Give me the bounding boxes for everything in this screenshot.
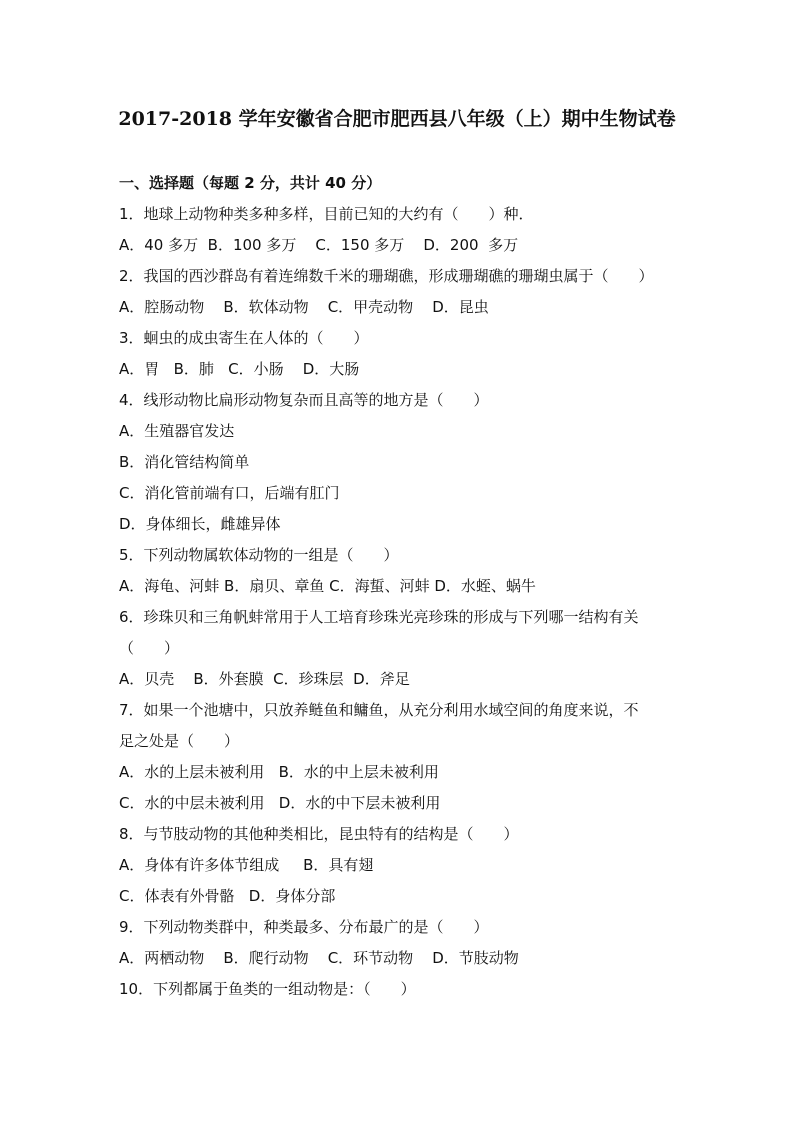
exam-content bbox=[119, 168, 679, 1005]
question-1-options: A．40 多万 B．100 多万 C．150 多万 D．200 多万 bbox=[119, 236, 519, 254]
question-4-option-b: B．消化管结构简单 bbox=[119, 453, 250, 471]
question-2-options: A．腔肠动物 B．软体动物 C．甲壳动物 D．昆虫 bbox=[119, 298, 489, 316]
question-7-continued: 足之处是（ ） bbox=[119, 732, 240, 750]
question-4-option-a: A．生殖器官发达 bbox=[119, 422, 235, 440]
question-1: 1．地球上动物种类多种多样，目前已知的大约有（ ）种． bbox=[119, 205, 534, 223]
question-8-options-cd: C．体表有外骨骼 D．身体分部 bbox=[119, 887, 336, 905]
question-4: 4．线形动物比扁形动物复杂而且高等的地方是（ ） bbox=[119, 391, 489, 409]
question-8: 8．与节肢动物的其他种类相比，昆虫特有的结构是（ ） bbox=[119, 825, 519, 843]
question-7: 7．如果一个池塘中，只放养鲢鱼和鳙鱼，从充分利用水域空间的角度来说，不 bbox=[119, 701, 639, 719]
question-6-continued: （ ） bbox=[119, 639, 180, 657]
question-5: 5．下列动物属软体动物的一组是（ ） bbox=[119, 546, 399, 564]
section-heading: 一、选择题（每题 2 分，共计 40 分） bbox=[119, 174, 382, 192]
page-title: 2017-2018 学年安徽省合肥市肥西县八年级（上）期中生物试卷 bbox=[118, 108, 676, 130]
question-7-options-cd: C．水的中层未被利用 D．水的中下层未被利用 bbox=[119, 794, 441, 812]
question-6-options: A．贝壳 B．外套膜 C．珍珠层 D．斧足 bbox=[119, 670, 410, 688]
question-10: 10．下列都属于鱼类的一组动物是：（ ） bbox=[119, 980, 416, 998]
question-4-option-c: C．消化管前端有口，后端有肛门 bbox=[119, 484, 340, 502]
question-4-option-d: D．身体细长，雌雄异体 bbox=[119, 515, 281, 533]
question-3-options: A．胃 B．肺 C．小肠 D．大肠 bbox=[119, 360, 360, 378]
question-6: 6．珍珠贝和三角帆蚌常用于人工培育珍珠光亮珍珠的形成与下列哪一结构有关 bbox=[119, 608, 639, 626]
question-3: 3．蛔虫的成虫寄生在人体的（ ） bbox=[119, 329, 369, 347]
question-2: 2．我国的西沙群岛有着连绵数千米的珊瑚礁，形成珊瑚礁的珊瑚虫属于（ ） bbox=[119, 267, 654, 285]
question-8-options-ab: A．身体有许多体节组成 B．具有翅 bbox=[119, 856, 374, 874]
question-9-options: A．两栖动物 B．爬行动物 C．环节动物 D．节肢动物 bbox=[119, 949, 519, 967]
question-9: 9．下列动物类群中，种类最多、分布最广的是（ ） bbox=[119, 918, 489, 936]
question-7-options-ab: A．水的上层未被利用 B．水的中上层未被利用 bbox=[119, 763, 439, 781]
question-5-options: A．海龟、河蚌 B．扇贝、章鱼 C．海蜇、河蚌 D．水蛭、蜗牛 bbox=[119, 577, 536, 595]
